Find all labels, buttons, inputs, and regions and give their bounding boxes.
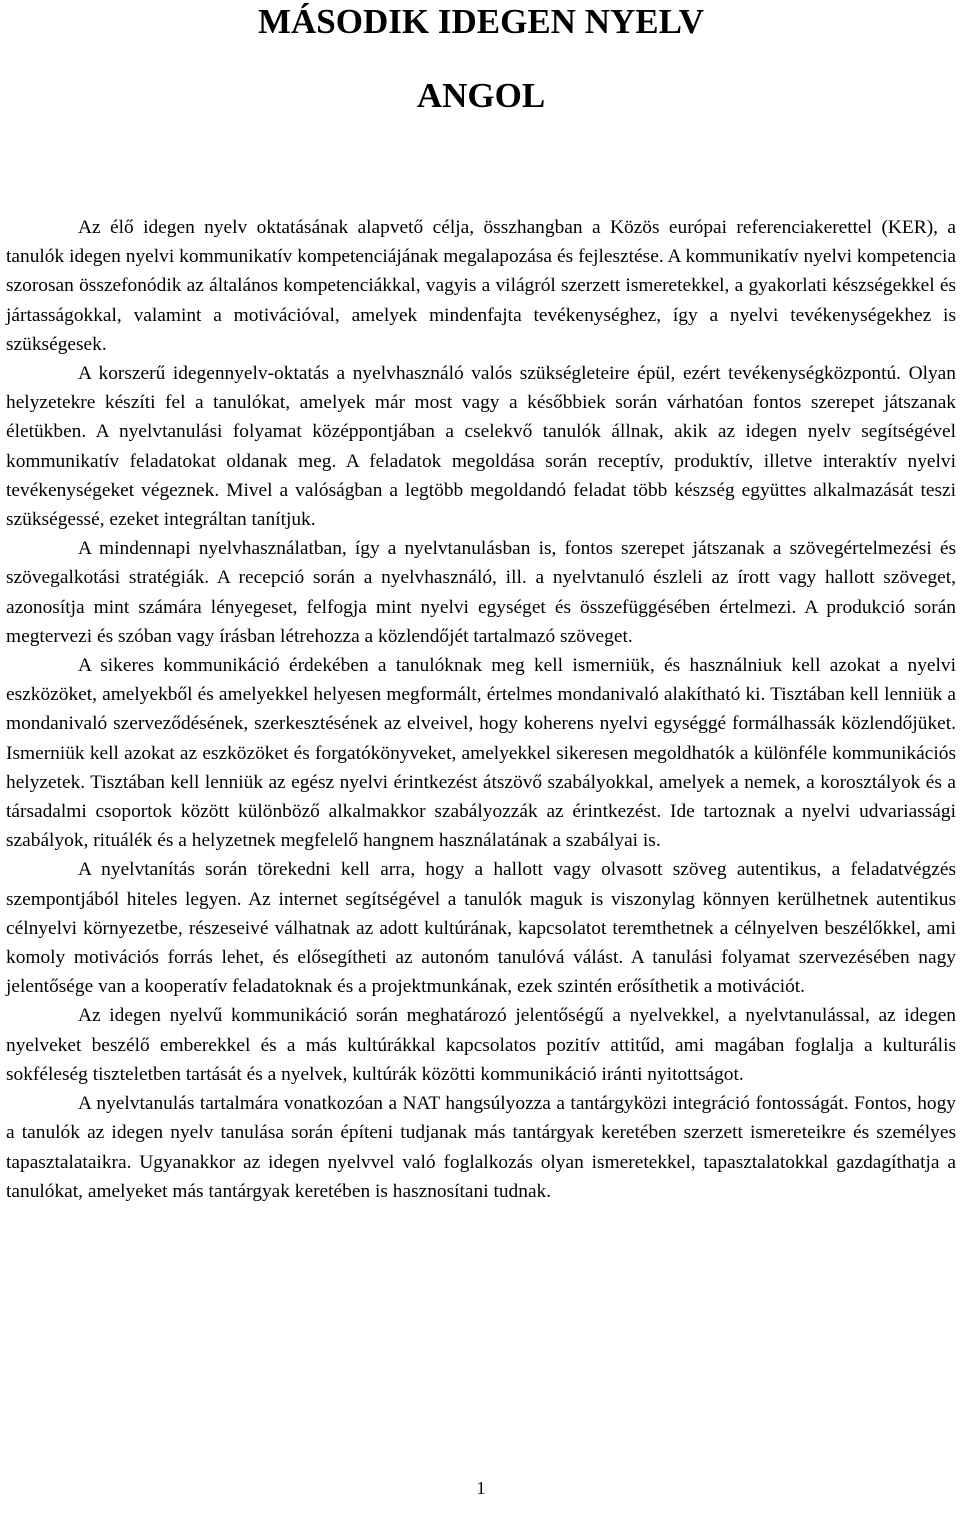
page-number: 1: [476, 1478, 486, 1498]
paragraph-3: A mindennapi nyelvhasználatban, így a nyelvtanulásban is, fontos szerepet játszanak a szövegértelmezési és szövegalkotási stratégiák. A recepció során a nyelvhasználó, ill. a nyelvtanuló észleli az írott vagy hallott szöveget, azonosítja mint számára lényegeset, felfogja mint nyelvi egységet és összefüggésében értelmezi. A produkció során megtervezi és szóban vagy írásban létrehozza a közlendőjét tartalmazó szöveget.: [6, 538, 956, 647]
paragraph-4: A sikeres kommunikáció érdekében a tanulóknak meg kell ismerniük, és használniuk kell azokat a nyelvi eszközöket, amelyekből és amelyekkel helyesen megformált, értelmes mondanivaló alakítható ki. Tisztában kell lenniük a mondanivaló szerveződésének, szerkesztésének az elveivel, hogy koherens nyelvi egységgé formálhassák közlendőjüket. Ismerniük kell azokat az eszközöket és forgatókönyveket, amelyekkel sikeresen megoldhatók a különféle kommunikációs helyzetek. Tisztában kell lenniük az egész nyelvi érintkezést átszövő szabályokkal, amelyek a nemek, a korosztályok és a társadalmi csoportok között különböző alkalmakkor szabályozzák az érintkezést. Ide tartoznak a nyelvi udvariassági szabályok, rituálék és a helyzetnek megfelelő hangnem használatának a szabályai is.: [6, 655, 956, 852]
document-title: MÁSODIK IDEGEN NYELV: [257, 2, 704, 41]
paragraph-5: A nyelvtanítás során törekedni kell arra, hogy a hallott vagy olvasott szöveg autentikus, a feladatvégzés szempontjából hiteles legyen. Az internet segítségével a tanulók maguk is viszonylag könnyen kerülhetnek autentikus célnyelvi környezetbe, részeseivé válhatnak az adott kultúrának, kapcsolatot teremthetnek a célnyelven beszélőkkel, ami komoly motivációs forrás lehet, és elősegítheti az autonóm tanulóvá válást. A tanulási folyamat szervezésében nagy jelentősége van a kooperatív feladatoknak és a projektmunkának, ezek szintén erősíthetik a motivációt.: [6, 859, 956, 998]
document-subtitle: ANGOL: [416, 76, 546, 115]
paragraph-2: A korszerű idegennyelv-oktatás a nyelvhasználó valós szükségleteire épül, ezért tevékenységközpontú. Olyan helyzetekre készíti fel a tanulókat, amelyek már most vagy a későbbiek során várhatóan fontos szerepet játszanak életükben. A nyelvtanulási folyamat középpontjában a cselekvő tanulók állnak, akik az idegen nyelv segítségével kommunikatív feladatokat oldanak meg. A feladatok megoldása során receptív, produktív, illetve interaktív nyelvi tevékenységeket végeznek. Mivel a valóságban a legtöbb megoldandó feladat több készség együttes alkalmazását teszi szükségessé, ezeket integráltan tanítjuk.: [6, 363, 956, 531]
paragraph-7: A nyelvtanulás tartalmára vonatkozóan a NAT hangsúlyozza a tantárgyközi integráció fontosságát. Fontos, hogy a tanulók az idegen nyelv tanulása során építeni tudjanak más tantárgyak keretében szerzett ismereteikre és személyes tapasztalataikra. Ugyanakkor az idegen nyelvvel való foglalkozás olyan ismeretekkel, tapasztalatokkal gazdagíthatja a tanulókat, amelyeket más tantárgyak keretében is hasznosítani tudnak.: [6, 1093, 956, 1202]
paragraph-1: Az élő idegen nyelv oktatásának alapvető célja, összhangban a Közös európai referenciakerettel (KER), a tanulók idegen nyelvi kommunikatív kompetenciájának megalapozása és fejlesztése. A kommunikatív nyelvi kompetencia szorosan összefonódik az általános kompetenciákkal, vagyis a világról szerzett ismeretekkel, a gyakorlati készségekkel és jártasságokkal, valamint a motivációval, amelyek mindenfajta tevékenységhez, így a nyelvi tevékenységekhez is szükségesek.: [6, 217, 956, 355]
document-body: [6, 213, 956, 1206]
document-page: [6, 0, 956, 1517]
paragraph-6: Az idegen nyelvű kommunikáció során meghatározó jelentőségű a nyelvekkel, a nyelvtanulással, az idegen nyelveket beszélő emberekkel és a más kultúrákkal kapcsolatos pozitív attitűd, ami magában foglalja a kulturális sokféleség tiszteletben tartását és a nyelvek, kultúrák közötti kommunikáció iránti nyitottságot.: [6, 1005, 956, 1085]
